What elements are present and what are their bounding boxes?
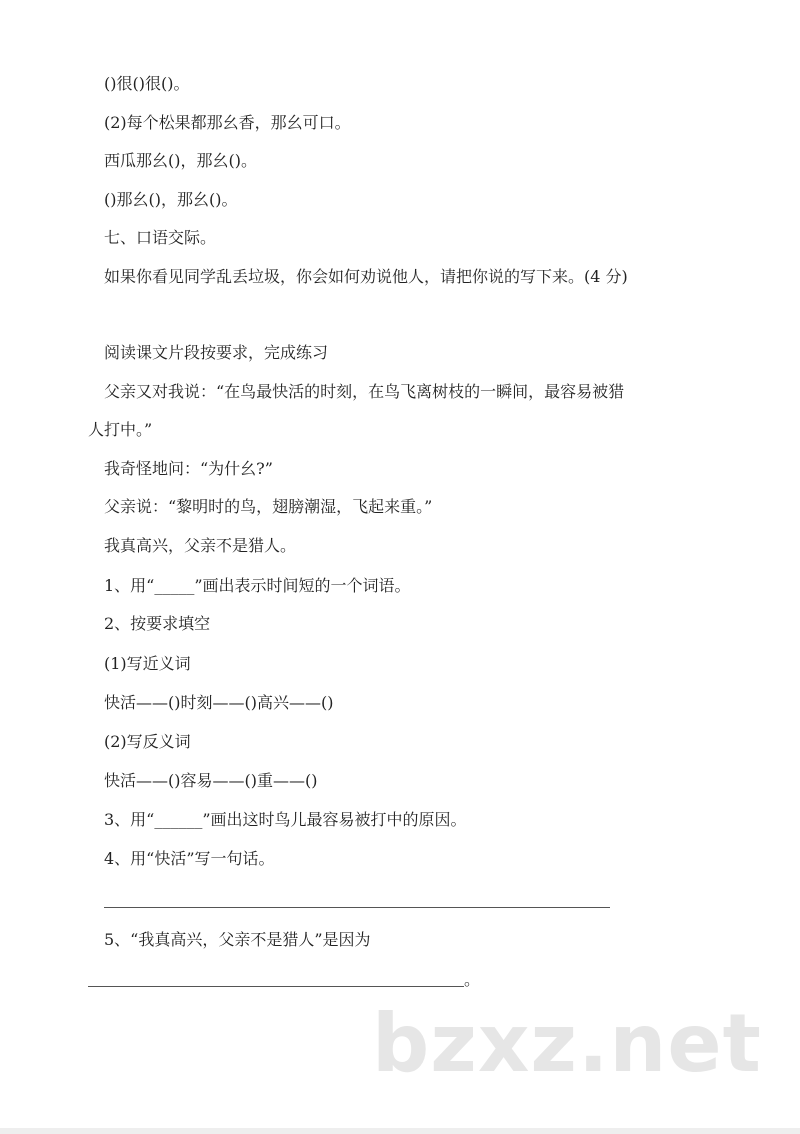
question-4: 4、用“快活”写一句话。 (104, 849, 275, 868)
question-2-part-2: (2)写反义词 (104, 732, 191, 751)
answer-line (88, 986, 464, 987)
text-line: (2)每个松果都那幺香，那幺可口。 (104, 113, 351, 132)
text-line: 西瓜那幺()，那幺()。 (104, 151, 257, 170)
page-bottom-edge (0, 1128, 800, 1134)
passage-line: 我真高兴，父亲不是猎人。 (104, 536, 297, 555)
watermark: bzxz.net (372, 997, 762, 1090)
answer-end-period: 。 (464, 970, 481, 989)
question-5: 5、“我真高兴，父亲不是猎人”是因为 (104, 930, 371, 949)
passage-line: 父亲说：“黎明时的鸟，翅膀潮湿，飞起来重。” (104, 497, 433, 516)
passage-line: 人打中。” (88, 420, 153, 439)
text-line: ()很()很()。 (104, 74, 190, 93)
passage-line: 我奇怪地问：“为什幺?” (104, 459, 273, 478)
passage-line: 父亲又对我说：“在鸟最快活的时刻，在鸟飞离树枝的一瞬间，最容易被猎 (104, 382, 625, 401)
reading-heading: 阅读课文片段按要求，完成练习 (104, 343, 329, 362)
question-text: 如果你看见同学乱丢垃圾，你会如何劝说他人，请把你说的写下来。(4 分) (104, 267, 628, 286)
answer-line (104, 907, 610, 908)
question-2-part-1: (1)写近义词 (104, 654, 191, 673)
question-1: 1、用“_____”画出表示时间短的一个词语。 (104, 576, 411, 595)
synonym-blanks: 快活——()时刻——()高兴——() (104, 693, 334, 712)
section-heading: 七、口语交际。 (104, 228, 217, 247)
text-line: ()那幺()，那幺()。 (104, 190, 238, 209)
question-3: 3、用“______”画出这时鸟儿最容易被打中的原因。 (104, 810, 467, 829)
antonym-blanks: 快活——()容易——()重——() (104, 771, 318, 790)
question-2: 2、按要求填空 (104, 614, 211, 633)
